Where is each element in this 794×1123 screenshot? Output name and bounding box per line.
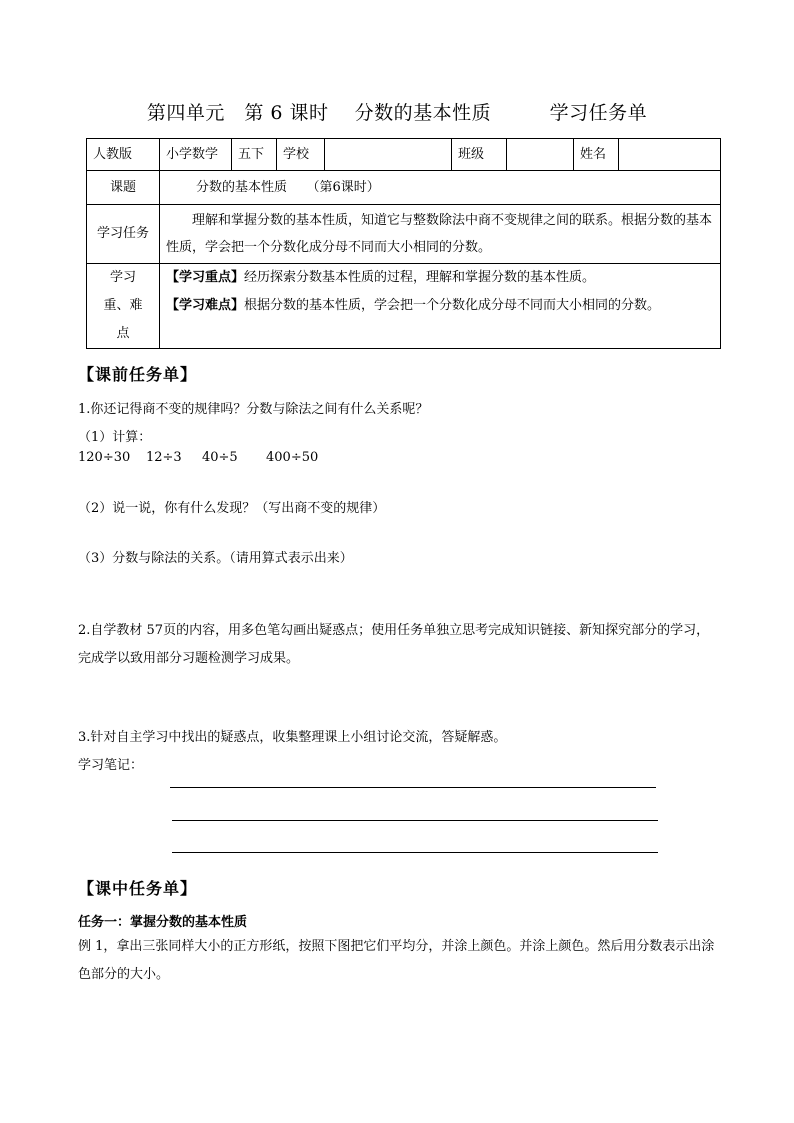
publisher-cell: 人教版 [87, 139, 160, 171]
notes-line[interactable] [172, 820, 658, 821]
task-label: 学习任务 [87, 205, 160, 264]
difficult-point [166, 292, 714, 320]
question-3: 3.针对自主学习中找出的疑惑点，收集整理课上小组讨论交流，答疑解惑。 [78, 730, 507, 745]
topic-label: 课题 [87, 171, 160, 205]
school-label: 学校 [277, 139, 325, 171]
keypoint-label: 学习重、难点 [87, 264, 160, 349]
school-field[interactable] [325, 139, 452, 171]
topic-value: 分数的基本性质 （第6课时） [160, 171, 721, 205]
grade-cell: 五下 [232, 139, 277, 171]
calc-item: 120÷30 [78, 450, 131, 465]
calc-item: 40÷5 [202, 450, 238, 465]
keypoint-cell [160, 264, 721, 349]
question-1-2: （2）说一说，你有什么发现？（写出商不变的规律） [78, 501, 386, 516]
task-value: 理解和掌握分数的基本性质，知道它与整数除法中商不变规律之间的联系。根据分数的基本性质，学会把一个分数化成分母不同而大小相同的分数。 [160, 205, 721, 264]
question-1-3: （3）分数与除法的关系。（请用算式表示出来） [78, 551, 353, 566]
class-field[interactable] [507, 139, 574, 171]
task-1-title: 任务一：掌握分数的基本性质 [78, 915, 248, 930]
name-field[interactable] [619, 139, 721, 171]
question-1: 1.你还记得商不变的规律吗？分数与除法之间有什么关系呢？ [78, 402, 429, 417]
diff-value: 根据分数的基本性质，学会把一个分数化成分母不同而大小相同的分数。 [244, 298, 661, 313]
key-point [166, 264, 714, 292]
question-1-1: （1）计算： [78, 430, 152, 445]
pre-task-heading: 【课前任务单】 [78, 365, 198, 384]
diff-tag: 【学习难点】 [166, 298, 245, 313]
key-value: 经历探索分数基本性质的过程，理解和掌握分数的基本性质。 [244, 270, 596, 285]
class-label: 班级 [452, 139, 507, 171]
calc-item: 400÷50 [266, 450, 319, 465]
question-2: 2.自学教材 57页的内容，用多色笔勾画出疑惑点；使用任务单独立思考完成知识链接、新知探究部分的学习，完成学以致用部分习题检测学习成果。 [78, 623, 710, 666]
subject-cell: 小学数学 [160, 139, 232, 171]
example-1: 例 1，拿出三张同样大小的正方形纸，按照下图把它们平均分，并涂上颜色。并涂上颜色。然后用分数表示出涂色部分的大小。 [78, 939, 715, 982]
notes-line[interactable] [172, 852, 658, 853]
info-table [86, 138, 721, 349]
calc-item: 12÷3 [146, 450, 182, 465]
key-tag: 【学习重点】 [166, 270, 245, 285]
notes-line[interactable] [170, 787, 656, 788]
notes-label: 学习笔记： [78, 758, 144, 773]
page-title: 第四单元 第 6 课时 分数的基本性质 学习任务单 [146, 102, 648, 124]
name-label: 姓名 [574, 139, 619, 171]
in-class-heading: 【课中任务单】 [78, 879, 198, 898]
